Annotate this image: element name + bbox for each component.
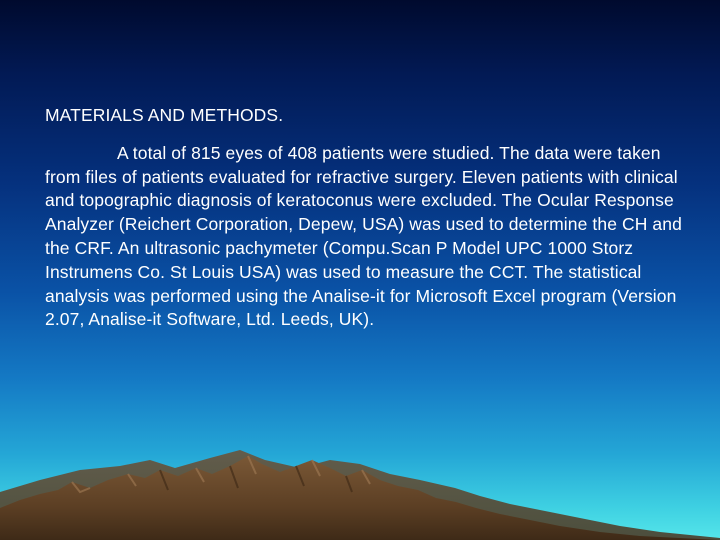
content-text-block (45, 104, 685, 332)
methods-paragraph: A total of 815 eyes of 408 patients were studied. The data were taken from files of patients evaluated for refractive surgery. Eleven patients with clinical and topographic diagnosis of keratoconus were excluded. The Ocular Response Analyzer (Reichert Corporation, Depew, USA) was used to determine the CH and the CRF. An ultrasonic pachymeter (Compu.Scan P Model UPC 1000 Storz Instrumens Co. St Louis USA) was used to measure the CCT. The statistical analysis was performed using the Analise-it for Microsoft Excel program (Version 2.07, Analise-it Software, Ltd. Leeds, UK). (45, 142, 682, 330)
section-heading: MATERIALS AND METHODS. (45, 105, 284, 125)
mountain-range-illustration (0, 430, 720, 540)
